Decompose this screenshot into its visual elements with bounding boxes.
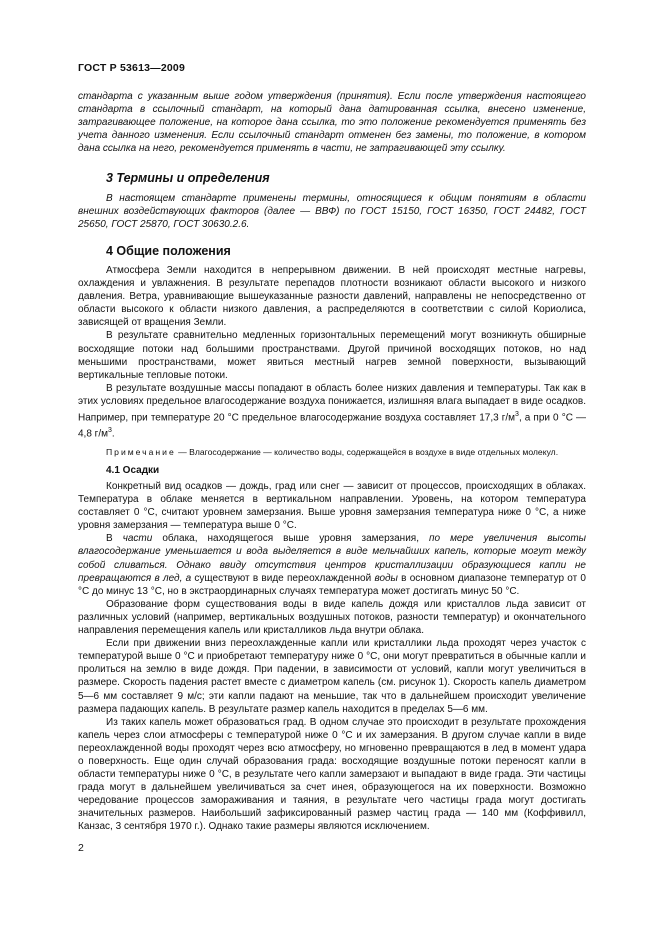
section-4-1-paragraph-4: Если при движении вниз переохлажденные капли или кристаллики льда проходят через участок с температурой выше 0 °С и приобретают температуру ниже 0 °С, они могут превратиться в обычные капли и пролиться на землю в виде дождя. При падении, в зависимости от условий, капли могут увеличиться в размере. Скорость падения растет вместе с диаметром капель (см. рисунок 1). Скорость капель диаметром 5—6 мм составляет 9 м/с; эти капли падают на меньшие, так что в дальнейшем происходит увеличение размера падающих капель. В результате размер капель находится в пределах 5—6 мм.: [78, 638, 586, 715]
section-4-paragraph-2: В результате сравнительно медленных горизонтальных перемещений могут возникнуть обширные восходящие потоки над большими пространствами. Другой причиной восходящих потоков, но над меньшими пространствами, может явиться местный нагрев земной поверхности, вызывающий вертикальные тепловые потоки.: [78, 330, 586, 381]
section-4-1-paragraph-1: Конкретный вид осадков — дождь, град или снег — зависит от процессов, происходящих в облаках. Температура в облаке меняется в вертикальном направлении. Уровень, на котором температура составляет 0 °С, считают уровнем замерзания. Выше уровня замерзания температура ниже 0 °С, а ниже уровня замерзания — температура выше 0 °С.: [78, 481, 586, 532]
note-label: Примечание: [106, 446, 176, 457]
section-4-1-paragraph-5: Из таких капель может образоваться град. В одном случае это происходит в результате прохождения капель через слои атмосферы с температурой ниже 0 °С и их замерзания. В другом случае капли в виде переохлажденной воды проходят через всю атмосферу, но мгновенно превращаются в лед в момент удара о поверхность. Еще один случай образования града: восходящие воздушные потоки переносят капли в области температуры ниже 0 °С, в результате чего капли замерзают и выпадают в виде града. Эти частицы града могут в дальнейшем увеличиваться за счет инея, образующегося на их поверхности. Возможно чередование процессов замораживания и таяния, в результате чего частицы града могут достигать значительных размеров. Наибольший зафиксированный размер частиц града — 140 мм (Коффивилл, Канзас, 3 сентября 1970 г.). Однако такие размеры являются исключением.: [78, 716, 586, 833]
p2-c: облака, находящегося выше уровня замерзания,: [152, 533, 429, 545]
p2-a: В: [106, 533, 123, 545]
p2-g: в основном диапазоне температур от 0 °С до минус 13 °С, но в экстраординарных случаях температура может достигать минус 50 °С.: [78, 572, 586, 597]
document-code-header: ГОСТ Р 53613—2009: [78, 62, 186, 74]
superscript-3b: 3: [107, 427, 112, 435]
p2-f: воды: [374, 572, 398, 584]
note-text: — Влагосодержание — количество воды, содержащейся в воздухе в виде отдельных молекул.: [175, 446, 559, 457]
paragraph-3-part-c: .: [111, 428, 115, 440]
page-number: 2: [78, 842, 84, 854]
paragraph-3-part-b: , а при 0 °С — 4,8 г/м: [78, 412, 586, 440]
document-body: [78, 90, 586, 834]
section-4-paragraph-3: [78, 382, 586, 441]
intro-paragraph: стандарта с указанным выше годом утверждения (принятия). Если после утверждения настоящего стандарта в ссылочный стандарт, на который дана датированная ссылка, внесено изменение, затрагивающее положение, на которое дана ссылка, то это положение рекомендуется применять без учета данного изменения. Если ссылочный стандарт отменен без замены, то положение, в котором дана ссылка на него, рекомендуется применять в части, не затрагивающей эту ссылку.: [78, 91, 586, 155]
p2-e: существуют в виде переохлажденной: [191, 572, 375, 584]
section-4-1-paragraph-3: Образование форм существования воды в виде капель дождя или кристаллов льда зависит от различных условий (например, вертикальных воздушных потоков, разности температур) и окончательного направления перемещения капель или кристалликов льда внутри облака.: [78, 598, 586, 637]
p2-b: части: [122, 533, 153, 545]
p2-d: по мере увеличения высоты влагосодержание уменьшается и вода выделяется в виде мельчайших капель, которые могут между собой сливаться. Однако ввиду отсутствия центров кристаллизации образующиеся капли не превращаются в лед, а: [78, 533, 587, 584]
paragraph-3-part-a: В результате воздушные массы попадают в область более низких давления и температуры. Так как в этих условиях предельное влагосодержание воздуха понижается, излишняя влага выпадает в виде осадков. Например, при температуре 20 °С предельное влагосодержание воздуха составляет 17,3 г/м: [78, 382, 586, 424]
section-4-paragraph-1: Атмосфера Земли находится в непрерывном движении. В ней происходят местные нагревы, охлаждения и увлажнения. В результате перепадов плотности возникают области высокого и низкого давления. Ветра, уравнивающие вышеуказанные разности давлений, направлены не непосредственно от области высокого к области низкого давления, а распределяются в соответствии с силой Кориолиса, зависящей от вращения Земли.: [78, 264, 586, 329]
superscript-3: 3: [515, 410, 519, 418]
section-3-text: В настоящем стандарте применены термины, относящиеся к общим понятиям в области внешних воздействующих факторов (далее — ВВФ) по ГОСТ 15150, ГОСТ 16350, ГОСТ 24482, ГОСТ 25650, ГОСТ 25870, ГОСТ 30630.2.6.: [78, 192, 586, 230]
section-4-1-paragraph-2: [78, 532, 586, 597]
section-4-title: 4 Общие положения: [106, 243, 231, 258]
section-4-1-title: 4.1 Осадки: [106, 464, 160, 476]
note: [78, 446, 586, 459]
section-3-title: 3 Термины и определения: [106, 171, 270, 186]
